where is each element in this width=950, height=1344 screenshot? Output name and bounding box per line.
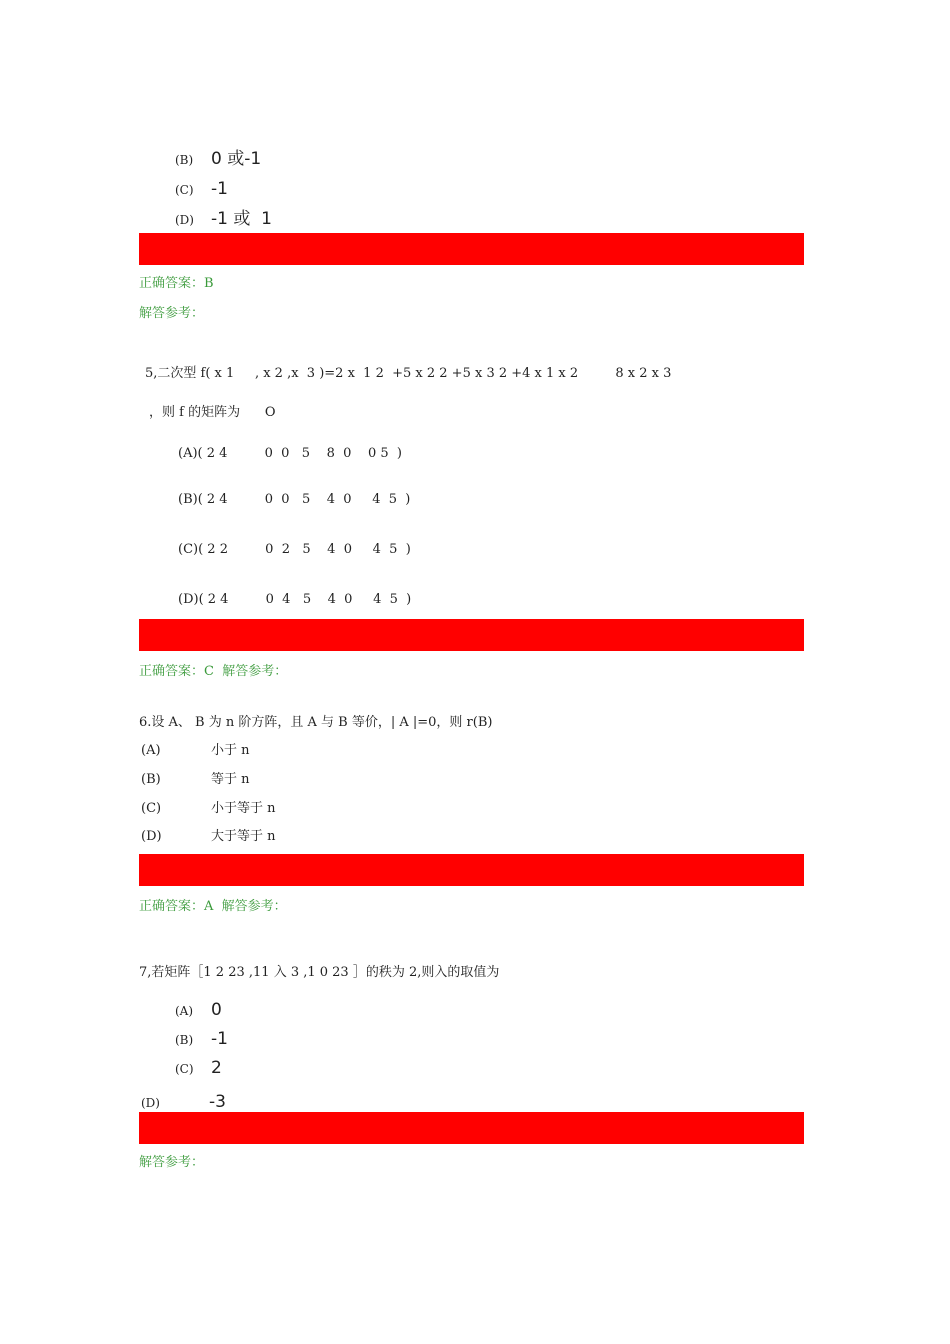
answer-redaction-bar (139, 854, 804, 886)
option-letter: (D) (141, 829, 162, 844)
option-text: 等于 n (211, 772, 250, 787)
option-letter: (D) (175, 213, 194, 227)
q5-option-b: (B)( 2 4 0 0 5 4 0 4 5 ) (178, 492, 411, 507)
option-text: 小于等于 n (211, 801, 276, 816)
correct-answer: 正确答案：B (139, 276, 214, 291)
correct-answer: 正确答案：A 解答参考： (139, 899, 287, 914)
option-text: 大于等于 n (211, 829, 276, 844)
option-text: 0 (211, 1000, 222, 1020)
q5-option-c: (C)( 2 2 0 2 5 4 0 4 5 ) (178, 542, 411, 557)
answer-redaction-bar (139, 1112, 804, 1144)
option-text: -1 或 1 (211, 209, 272, 229)
q5-option-a: (A)( 2 4 0 0 5 8 0 0 5 ) (178, 446, 402, 461)
question-stem: 7,若矩阵［1 2 23 ,11 入 3 ,1 0 23 ］的秩为 2,则入的取值为 (139, 965, 500, 980)
option-text: 2 (211, 1058, 222, 1078)
answer-redaction-bar (139, 619, 804, 651)
answer-redaction-bar (139, 233, 804, 265)
question-stem-continued: ，则 f 的矩阵为 O (149, 405, 276, 420)
question-stem: 6.设 A、 B 为 n 阶方阵，且 A 与 B 等价，| A |=0，则 r(B) (139, 715, 493, 730)
option-text: -1 (211, 179, 228, 199)
option-letter: (C) (175, 1062, 194, 1076)
question-stem: 5,二次型 f( x 1 , x 2 ,x 3 )=2 x 1 2 +5 x 2 2 +5 x 3 2 +4 x 1 x 2 8 x 2 x 3 (145, 366, 672, 381)
option-text: 0 或-1 (211, 149, 262, 169)
option-text: -1 (211, 1029, 228, 1049)
option-letter: (B) (141, 772, 161, 787)
option-letter: (C) (141, 801, 162, 816)
option-text: -3 (209, 1092, 226, 1112)
answer-reference: 解答参考： (139, 306, 205, 321)
option-letter: (B) (175, 153, 194, 167)
option-letter: (A) (175, 1004, 194, 1018)
option-text: 小于 n (211, 743, 250, 758)
option-letter: (D) (141, 1096, 160, 1110)
answer-reference: 解答参考： (139, 1155, 205, 1170)
option-letter: (A) (141, 743, 161, 758)
option-letter: (B) (175, 1033, 194, 1047)
correct-answer: 正确答案：C 解答参考： (139, 664, 288, 679)
option-letter: (C) (175, 183, 194, 197)
q5-option-d: (D)( 2 4 0 4 5 4 0 4 5 ) (178, 592, 412, 607)
